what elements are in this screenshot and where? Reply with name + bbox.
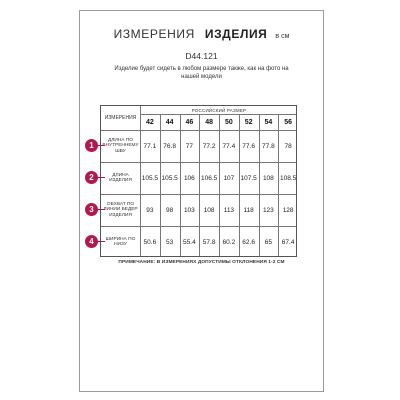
size-header-56: 56 [284, 118, 293, 126]
title-product: ИЗДЕЛИЯ [204, 27, 268, 41]
table-cell: 77.4 [222, 142, 236, 150]
table-cell: 76.8 [163, 142, 176, 150]
tolerance-footnote: ПРИМЕЧАНИЕ: В ИЗМЕРЕНИЯХ ДОПУСТИМЫ ОТКЛОНЕНИЯ 1-2 СМ [118, 260, 285, 265]
table-cell: 60.2 [222, 238, 236, 246]
table-cell: 77.8 [262, 142, 275, 150]
size-header-46: 46 [185, 118, 194, 126]
table-cell: 77.1 [143, 142, 157, 150]
row-label: ДЛИНА ПО ВНУТРЕННЕМУ ШВУ [102, 137, 139, 154]
badge-connector [97, 209, 105, 210]
table-cell: 62.6 [242, 238, 255, 246]
row-number-badge: 1 [85, 139, 98, 152]
badge-connector [97, 177, 105, 178]
table-cell: 106.5 [200, 174, 218, 182]
table-cell: 77 [185, 142, 193, 150]
fit-note-line-1: Изделие будет сидеть в любом размере также, как на фото на [114, 66, 289, 72]
table-cell: 98 [166, 206, 174, 214]
table-cell: 78 [284, 142, 292, 150]
size-table [100, 105, 297, 257]
table-cell: 55.4 [183, 238, 196, 246]
table-cell: 123 [262, 206, 274, 214]
table-cell: 105.5 [161, 174, 178, 182]
table-cell: 77.6 [242, 142, 255, 150]
row-label: ОБХВАТ ПО ЛИНИИ БЕДЕР ИЗДЕЛИЯ [103, 201, 138, 218]
table-cell: 105.5 [141, 174, 159, 182]
badge-connector [97, 241, 105, 242]
row-number-badge: 3 [85, 203, 98, 216]
table-cell: 67.4 [281, 238, 295, 246]
table-cell: 93 [146, 206, 154, 214]
size-header-50: 50 [224, 118, 233, 126]
size-header-42: 42 [145, 118, 154, 126]
table-cell: 77.2 [202, 142, 216, 150]
table-cell: 108 [203, 206, 215, 214]
table-cell: 118 [243, 206, 254, 214]
row-label: ШИРИНА ПО НИЗУ [105, 236, 136, 247]
title-measurements: ИЗМЕРЕНИЯ [113, 27, 195, 41]
table-cell: 128 [282, 206, 294, 214]
fit-note [90, 65, 313, 81]
table-cell: 57.8 [202, 238, 216, 246]
fit-note-line-2: нашей модели [181, 74, 222, 80]
table-cell: 108 [262, 174, 274, 182]
article-code: D44.121 [185, 51, 218, 61]
title-unit: в см [275, 33, 290, 40]
table-cell: 107.5 [240, 174, 257, 182]
table-cell: 50.6 [143, 238, 157, 246]
page-title [80, 25, 323, 43]
size-header-44: 44 [165, 118, 174, 126]
row-number-badge: 4 [85, 235, 98, 248]
size-header-52: 52 [244, 118, 253, 126]
table-cell: 113 [223, 206, 235, 214]
table-cell: 106 [183, 174, 195, 182]
size-group-header: РОССИЙСКИЙ РАЗМЕР [191, 107, 247, 113]
table-cell: 108.5 [279, 174, 297, 182]
table-cell: 107 [223, 174, 235, 182]
table-cell: 53 [166, 238, 174, 246]
badge-connector [97, 145, 105, 146]
table-cell: 65 [264, 238, 272, 246]
measure-column-header: ИЗМЕРЕНИЯ [104, 115, 137, 121]
row-label: ДЛИНА ИЗДЕЛИЯ [109, 172, 132, 183]
size-header-48: 48 [205, 118, 214, 126]
row-number-badge: 2 [85, 171, 98, 184]
size-chart-sheet [79, 10, 324, 392]
size-header-54: 54 [264, 118, 273, 126]
table-cell: 103 [183, 206, 195, 214]
